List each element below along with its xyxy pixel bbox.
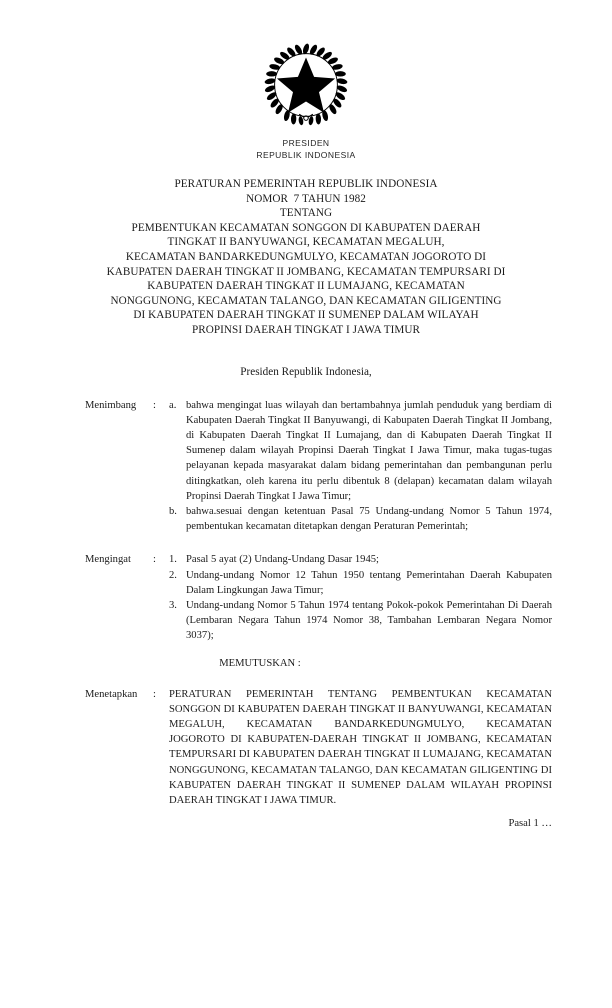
page-continuation-note: Pasal 1 … [508, 818, 552, 830]
item-text: bahwa.sesuai dengan ketentuan Pasal 75 Undang-undang Nomor 5 Tahun 1974, pembentukan kecamatan ditetapkan dengan Peraturan Pemerintah; [186, 505, 552, 533]
clause-menimbang [0, 398, 612, 535]
clause-menetapkan [0, 687, 612, 809]
list-item [169, 504, 552, 534]
item-text: bahwa mengingat luas wilayah dan bertambahnya jumlah penduduk yang berdiam di Kabupaten Daerah Tingkat II Banyuwangi, di Kabupaten Daerah Tingkat II Jombang, di Kabupaten Daerah Tingkat II Lumajang, dan di Kabupaten Daerah Tingkat II Sumenep dalam wilayah Propinsi Daerah Tingkat I Jawa Timur, maka tugas-tugas pelayanan kepada masyarakat dalam bidang pemerintahan dan pembangunan perlu ditingkatkan, oleh karena itu perlu dibentuk 8 (delapan) kecamatan dalam wilayah Propinsi Daerah Tingkat I Jawa Timur; [186, 399, 552, 502]
memutuskan-heading: MEMUTUSKAN : [219, 657, 301, 669]
item-text: Undang-undang Nomor 12 Tahun 1950 tentang Pemerintahan Daerah Kabupaten Dalam Lingkungan Jawa Timur; [186, 569, 552, 596]
emblem-caption-line-2: REPUBLIK INDONESIA [256, 149, 356, 160]
menetapkan-colon: : [153, 688, 156, 700]
title-line: PROPINSI DAERAH TINGKAT I JAWA TIMUR [191, 323, 421, 336]
title-line: DI KABUPATEN DAERAH TINGKAT II SUMENEP DALAM WILAYAH [133, 309, 479, 322]
title-line: KABUPATEN DAERAH TINGKAT II JOMBANG, KECAMATAN TEMPURSARI DI [106, 265, 506, 278]
title-line: KECAMATAN BANDARKEDUNGMULYO, KECAMATAN JOGOROTO DI [125, 250, 487, 263]
mengingat-items [169, 552, 552, 643]
menetapkan-text: PERATURAN PEMERINTAH TENTANG PEMBENTUKAN KECAMATAN SONGGON DI KABUPATEN DAERAH TINGKAT II BANYUWANGI, KECAMATAN MEGALUH, KECAMATAN BANDARKEDUNGMULYO, KECAMATAN JOGOROTO DI KABUPATEN-DAERAH TINGKAT II JOMBANG, KECAMATAN TEMPURSARI DI KABUPATEN DAERAH TINGKAT II LUMAJANG, KECAMATAN NONGGUNONG, KECAMATAN TALANGO, DAN KECAMATAN GILIGENTING DI KABUPATEN DAERAH TINGKAT II SUMENEP DALAM WILAYAH PROPINSI DAERAH TINGKAT I JAWA TIMUR. [169, 688, 552, 806]
item-text: Pasal 5 ayat (2) Undang-Undang Dasar 1945; [186, 554, 379, 566]
emblem-block [0, 0, 612, 161]
list-item [169, 398, 552, 504]
item-text: Undang-undang Nomor 5 Tahun 1974 tentang Pokok-pokok Pemerintahan Di Daerah (Lembaran Negara Tahun 1974 Nomor 38, Tambahan Lembaran Negara Nomor 3037); [186, 599, 552, 642]
mengingat-label: Mengingat [85, 554, 131, 566]
item-marker: 3. [169, 599, 177, 611]
garuda-star-wreath-emblem-icon [263, 42, 349, 128]
clause-mengingat [0, 552, 612, 643]
title-line: PERATURAN PEMERINTAH REPUBLIK INDONESIA [174, 178, 438, 190]
title-line: NONGGUNONG, KECAMATAN TALANGO, DAN KECAMATAN GILIGENTING [110, 294, 502, 307]
list-item [169, 568, 552, 598]
title-line: PEMBENTUKAN KECAMATAN SONGGON DI KABUPATEN DAERAH [131, 221, 481, 234]
item-marker: 1. [169, 554, 177, 566]
mengingat-colon: : [153, 554, 156, 566]
title-line: TINGKAT II BANYUWANGI, KECAMATAN MEGALUH, [167, 236, 445, 249]
menetapkan-label: Menetapkan [85, 688, 138, 700]
menimbang-colon: : [153, 399, 156, 411]
emblem-caption [0, 138, 612, 161]
title-line: KABUPATEN DAERAH TINGKAT II LUMAJANG, KECAMATAN [147, 280, 465, 293]
document-title [0, 177, 612, 338]
menimbang-items [169, 398, 552, 535]
emblem-caption-line-1: PRESIDEN [282, 138, 330, 148]
item-marker: a. [169, 399, 177, 411]
menimbang-label: Menimbang [85, 399, 137, 411]
list-item [169, 552, 552, 567]
opening-salutation: Presiden Republik Indonesia, [240, 365, 372, 378]
item-marker: 2. [169, 569, 177, 581]
title-line: NOMOR 7 TAHUN 1982 [246, 192, 366, 205]
item-marker: b. [169, 505, 177, 517]
list-item [169, 598, 552, 644]
title-line: TENTANG [279, 207, 333, 220]
